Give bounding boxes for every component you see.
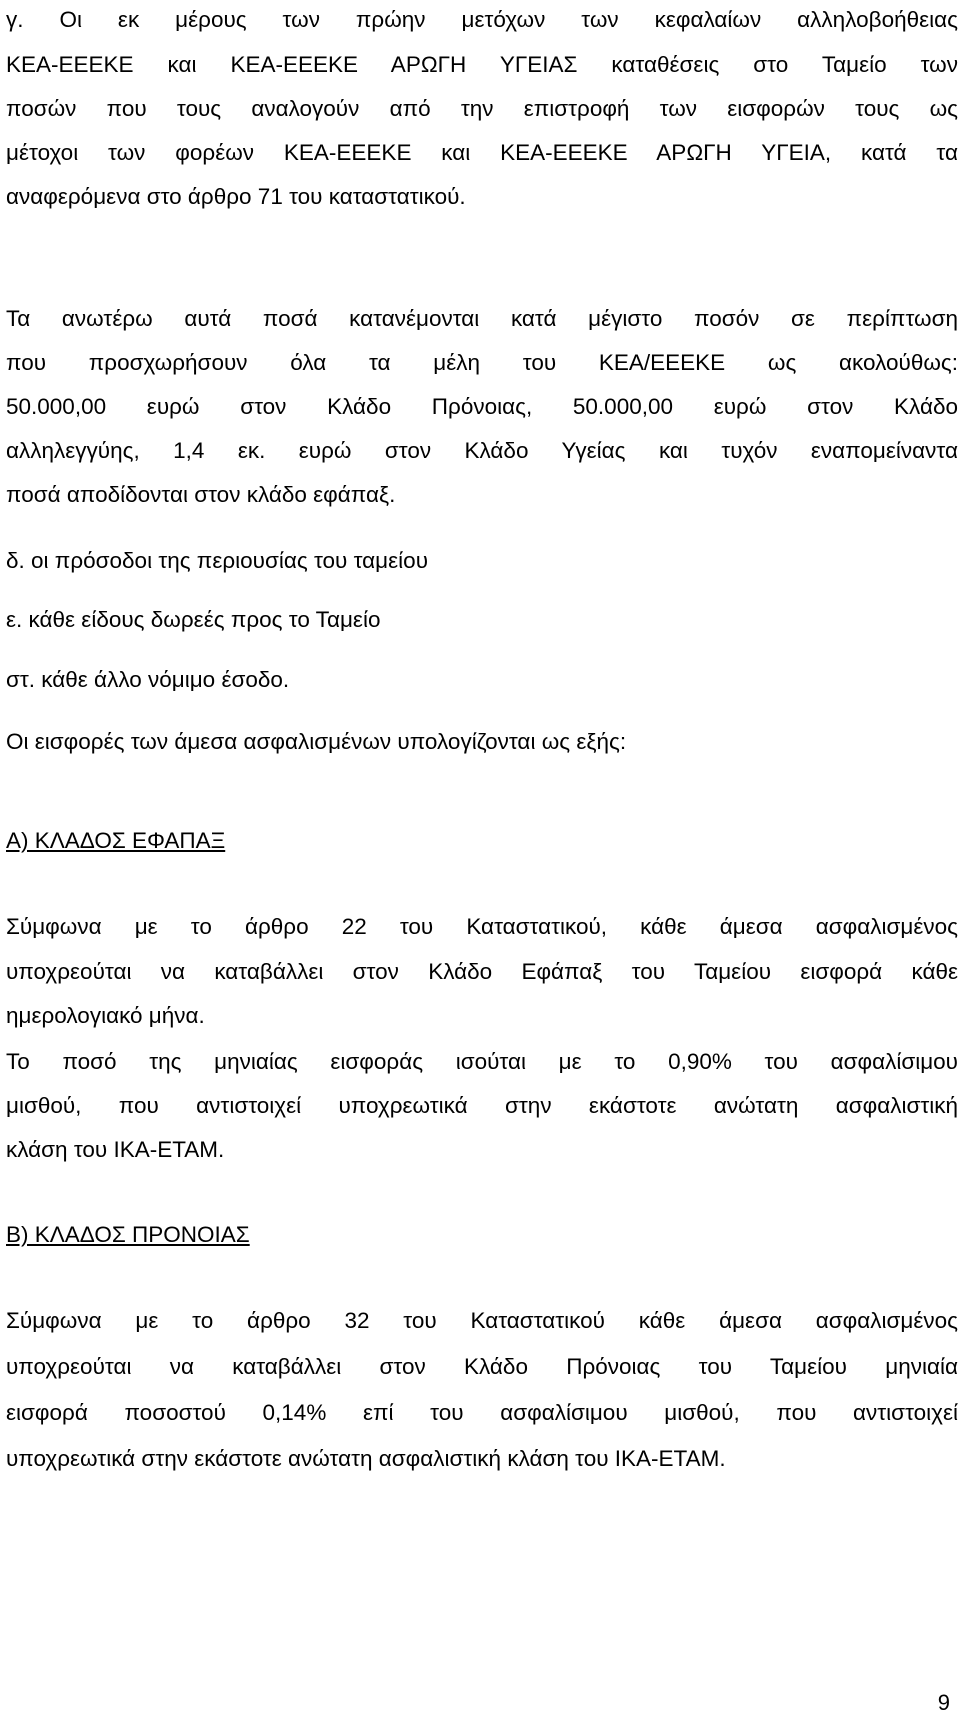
section-a-amount-line-3: κλάση του ΙΚΑ-ΕΤΑΜ. [6,1137,225,1162]
item-st: στ. κάθε άλλο νόμιμο έσοδο. [6,667,290,692]
item-g-line-1: γ. Οι εκ μέρους των πρώην μετόχων των κεφαλαίων αλληλοβοήθειας [6,7,958,32]
section-b-line-2: υποχρεούται να καταβάλλει στον Κλάδο Πρόνοιας του Ταμείου μηνιαία [6,1354,958,1379]
section-b-line-4: υποχρεωτικά στην εκάστοτε ανώτατη ασφαλιστική κλάση του ΙΚΑ-ΕΤΑΜ. [6,1446,726,1471]
item-d: δ. οι πρόσοδοι της περιουσίας του ταμείου [6,548,428,573]
section-a-line-2: υποχρεούται να καταβάλλει στον Κλάδο Εφάπαξ του Ταμείου εισφορά κάθε [6,959,958,984]
distribution-line-5: ποσά αποδίδονται στον κλάδο εφάπαξ. [6,482,396,507]
page-number: 9 [937,1690,950,1715]
distribution-line-3: 50.000,00 ευρώ στον Κλάδο Πρόνοιας, 50.000,00 ευρώ στον Κλάδο [6,394,958,419]
section-a-amount-line-1: Το ποσό της μηνιαίας εισφοράς ισούται με το 0,90% του ασφαλίσιμου [6,1049,958,1074]
item-g-line-5: αναφερόμενα στο άρθρο 71 του καταστατικού. [6,184,466,209]
section-b-line-3: εισφορά ποσοστού 0,14% επί του ασφαλίσιμου μισθού, που αντιστοιχεί [6,1400,958,1425]
document-page [6,0,958,1724]
item-g-line-2: ΚΕΑ-ΕΕΕΚΕ και ΚΕΑ-ΕΕΕΚΕ ΑΡΩΓΗ ΥΓΕΙΑΣ καταθέσεις στο Ταμείο των [6,52,958,77]
item-g-line-4: μέτοχοι των φορέων ΚΕΑ-ΕΕΕΚΕ και ΚΕΑ-ΕΕΕΚΕ ΑΡΩΓΗ ΥΓΕΙΑ, κατά τα [6,140,958,165]
item-g-line-3: ποσών που τους αναλογούν από την επιστροφή των εισφορών τους ως [6,96,958,121]
contributions-intro: Οι εισφορές των άμεσα ασφαλισμένων υπολογίζονται ως εξής: [6,729,627,754]
distribution-line-1: Τα ανωτέρω αυτά ποσά κατανέμονται κατά μέγιστο ποσόν σε περίπτωση [6,306,958,331]
section-a-line-3: ημερολογιακό μήνα. [6,1003,205,1028]
distribution-line-2: που προσχωρήσουν όλα τα μέλη του ΚΕΑ/ΕΕΕΚΕ ως ακολούθως: [6,350,958,375]
section-b-title: Β) ΚΛΑΔΟΣ ΠΡΟΝΟΙΑΣ [6,1222,250,1247]
item-e: ε. κάθε είδους δωρεές προς το Ταμείο [6,607,381,632]
section-a-line-1: Σύμφωνα με το άρθρο 22 του Καταστατικού, κάθε άμεσα ασφαλισμένος [6,914,958,939]
section-a-title: Α) ΚΛΑΔΟΣ ΕΦΑΠΑΞ [6,828,226,853]
section-a-amount-line-2: μισθού, που αντιστοιχεί υποχρεωτικά στην εκάστοτε ανώτατη ασφαλιστική [6,1093,958,1118]
section-b-line-1: Σύμφωνα με το άρθρο 32 του Καταστατικού κάθε άμεσα ασφαλισμένος [6,1308,958,1333]
distribution-line-4: αλληλεγγύης, 1,4 εκ. ευρώ στον Κλάδο Υγείας και τυχόν εναπομείναντα [6,438,958,463]
